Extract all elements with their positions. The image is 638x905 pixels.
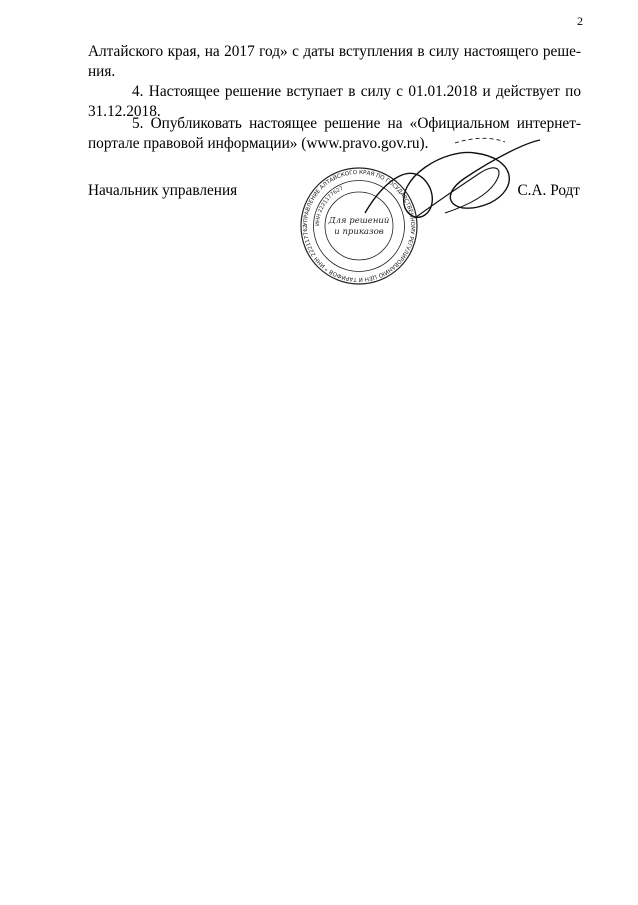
stamp-center-line-1: Для решений bbox=[328, 216, 390, 226]
paragraph-line: ния. bbox=[88, 63, 116, 80]
paragraph-line: Алтайского края, на 2017 год» с даты вступления в силу настоящего реше- bbox=[88, 43, 581, 60]
paragraph-item-4: 4. Настоящее решение вступает в силу с 01.01.2018 и действует по 31.12.2018. bbox=[88, 83, 581, 120]
signer-title: Начальник управления bbox=[88, 182, 238, 199]
paragraph-continuation bbox=[88, 42, 581, 82]
page-number: 2 bbox=[577, 14, 583, 28]
handwritten-signature bbox=[345, 118, 545, 248]
paragraph-item-5: 5. Опубликовать настоящее решение на «Официальном интернет-портале правовой информации» (www.pravo.gov.ru). bbox=[88, 115, 581, 152]
signer-name: С.А. Родт bbox=[517, 182, 580, 199]
stamp-inner-text: ИНН 2221177627 bbox=[314, 185, 345, 227]
stamp-center-line-2: и приказов bbox=[334, 227, 384, 237]
stamp-outer-text: УПРАВЛЕНИЕ АЛТАЙСКОГО КРАЯ ПО ГОСУДАРСТВЕННОМУ РЕГУЛИРОВАНИЮ ЦЕН И ТАРИФОВ * ИНН 222117762 bbox=[302, 169, 416, 283]
